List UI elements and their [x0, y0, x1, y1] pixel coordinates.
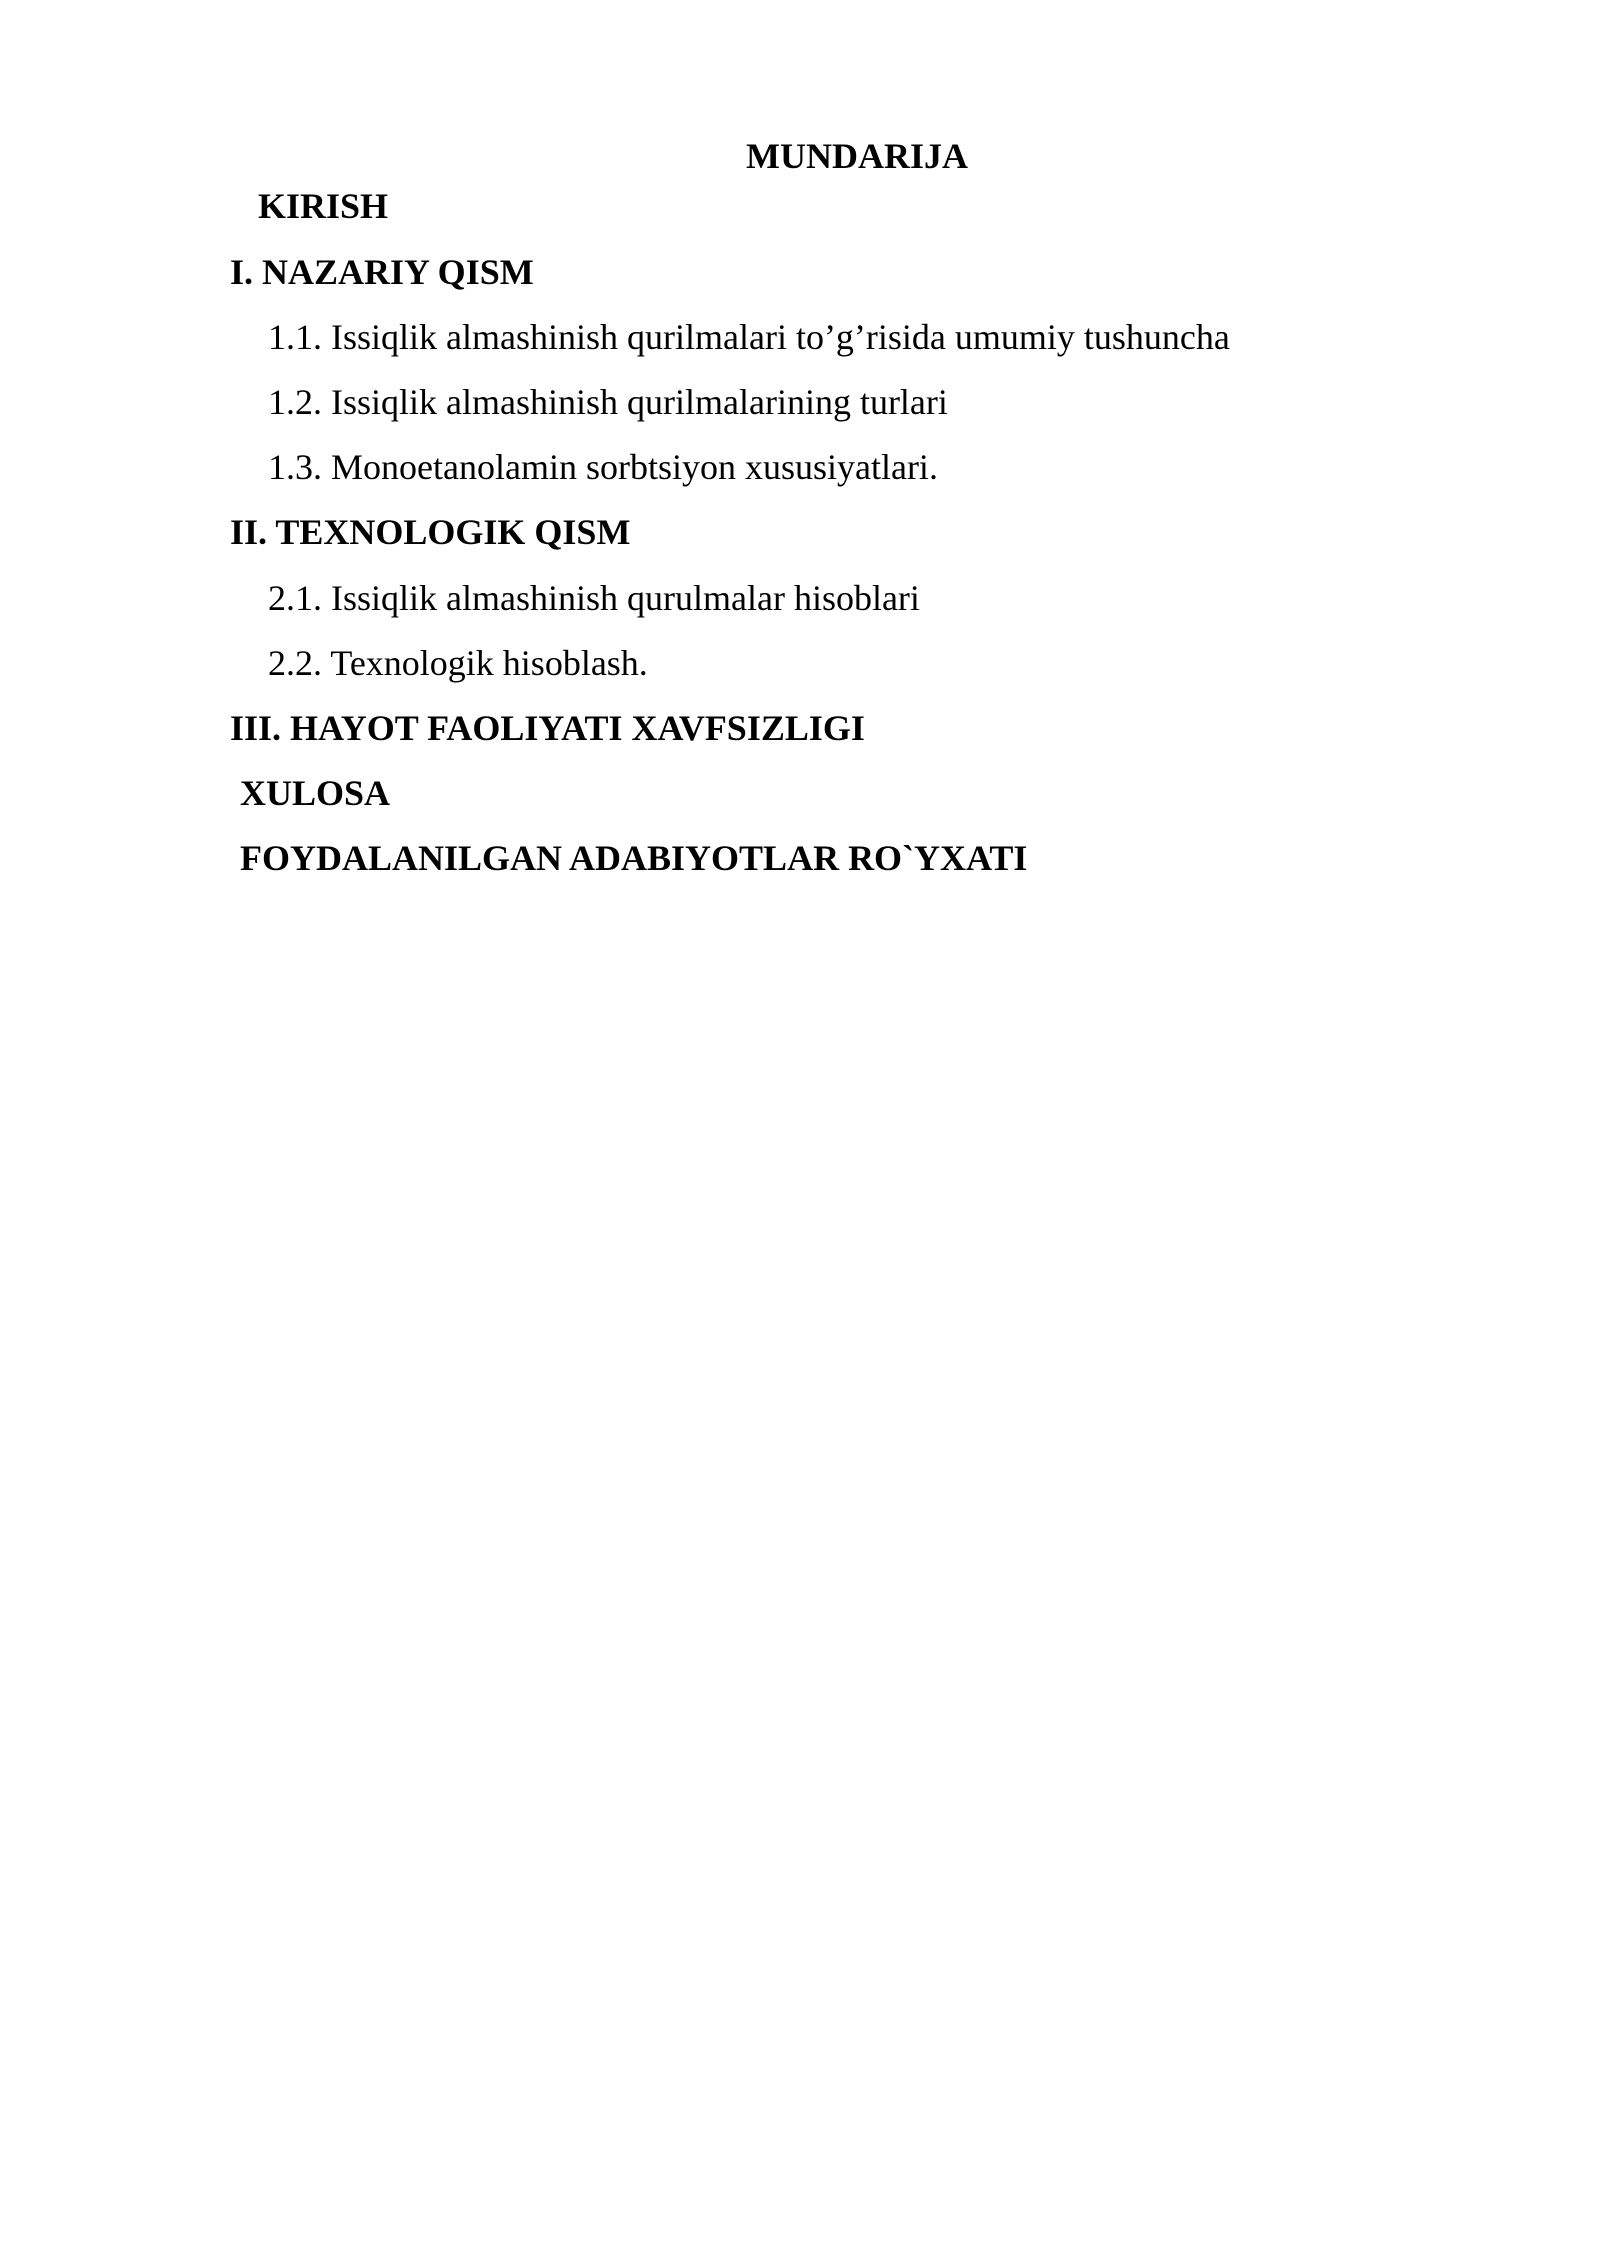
- toc-references: FOYDALANILGAN ADABIYOTLAR RO`YXATI: [240, 838, 1028, 878]
- toc-conclusion: XULOSA: [240, 773, 391, 813]
- toc-section-heading-3: III. HAYOT FAOLIYATI XAVFSIZLIGI: [230, 708, 865, 748]
- toc-section-heading-2: II. TEXNOLOGIK QISM: [230, 512, 631, 552]
- toc-item-1-2: 1.2. Issiqlik almashinish qurilmalarining turlari: [268, 382, 948, 422]
- toc-item-2-1: 2.1. Issiqlik almashinish qurulmalar hisoblari: [268, 578, 920, 618]
- toc-item-1-1: 1.1. Issiqlik almashinish qurilmalari to’g’risida umumiy tushuncha: [268, 317, 1230, 357]
- page-title: MUNDARIJA: [746, 136, 968, 176]
- toc-section-heading-1: I. NAZARIY QISM: [230, 252, 534, 292]
- toc-introduction: KIRISH: [258, 186, 389, 226]
- toc-item-2-2: 2.2. Texnologik hisoblash.: [268, 643, 648, 683]
- toc-item-1-3: 1.3. Monoetanolamin sorbtsiyon xususiyatlari.: [268, 447, 938, 487]
